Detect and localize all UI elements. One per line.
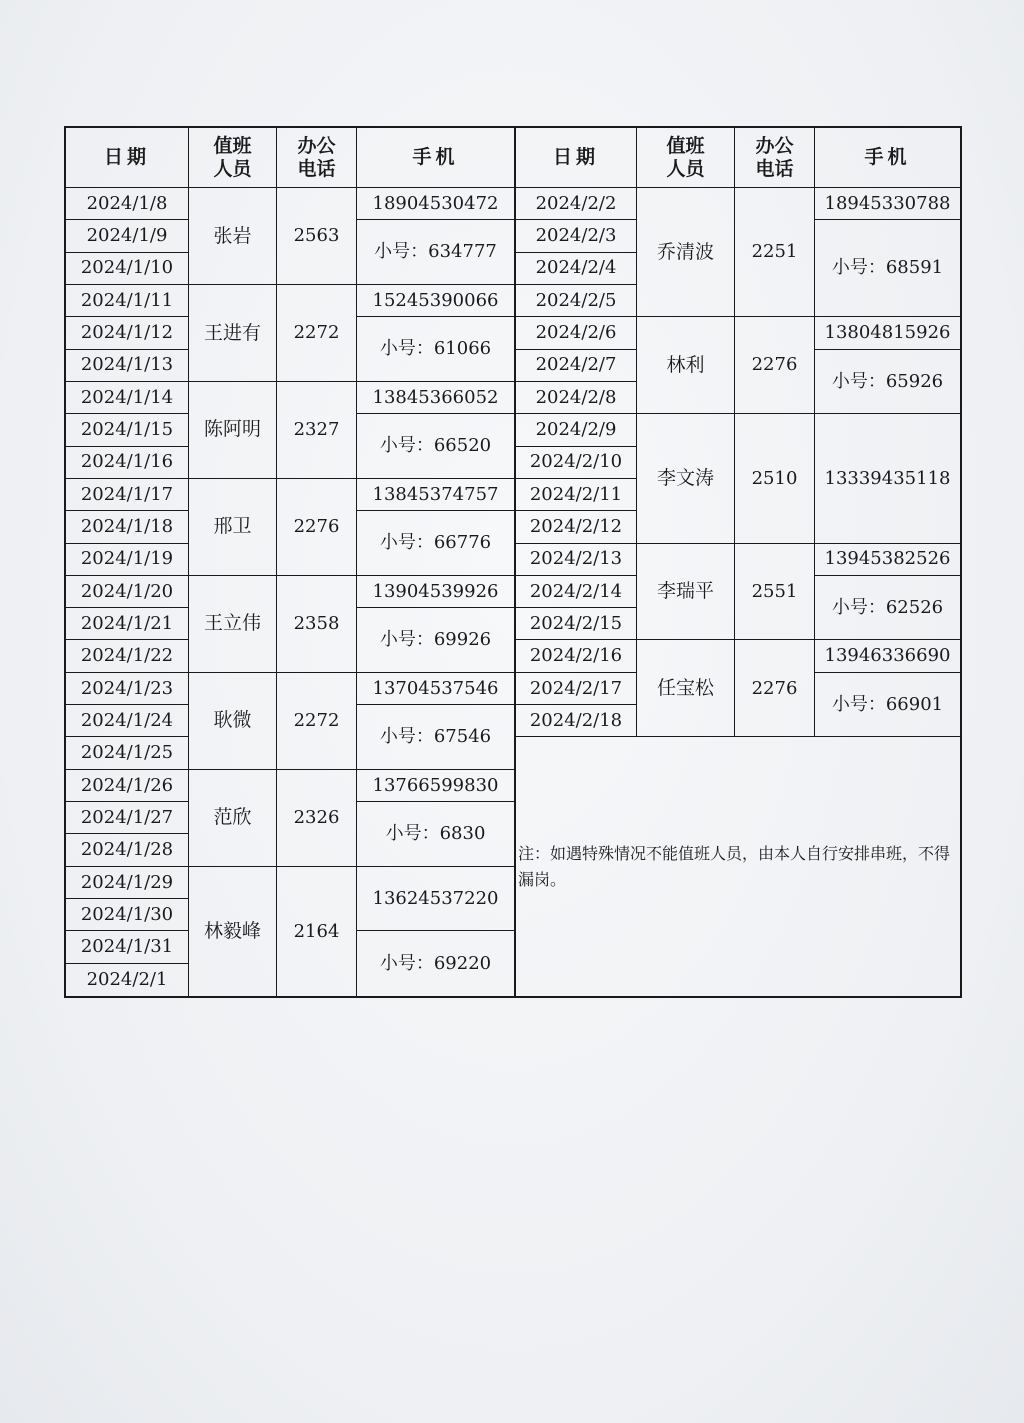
date-cell: 2024/1/17 [66,479,189,511]
date-cell: 2024/2/4 [516,253,637,285]
mobile-number: 18904530472 [357,188,514,220]
date-cell: 2024/2/9 [516,414,637,446]
staff-name: 乔清波 [637,188,735,317]
staff-name: 林利 [637,317,735,414]
staff-name: 王进有 [189,285,277,382]
office-phone: 2358 [277,576,357,673]
short-number: 小号：62526 [815,576,960,641]
date-cell: 2024/2/1 [66,964,189,996]
staff-name: 邢卫 [189,479,277,576]
office-phone: 2276 [735,317,815,414]
roster-left-half [64,126,516,998]
date-cell: 2024/1/31 [66,931,189,963]
date-cell: 2024/1/12 [66,317,189,349]
office-phone: 2164 [277,867,357,996]
office-phone: 2326 [277,770,357,867]
office-phone: 2276 [735,640,815,737]
date-cell: 2024/2/13 [516,544,637,576]
note-text: 注：如遇特殊情况不能值班人员，由本人自行安排串班，不得漏岗。 [518,844,951,889]
staff-name: 王立伟 [189,576,277,673]
header-office-phone-left: 办公 电话 [277,128,357,188]
mobile-number: 13946336690 [815,640,960,672]
date-cell: 2024/1/22 [66,640,189,672]
header-date-left: 日期 [66,128,189,188]
short-number: 小号：61066 [357,317,514,382]
mobile-number: 13704537546 [357,673,514,705]
date-cell: 2024/2/15 [516,608,637,640]
date-cell: 2024/1/16 [66,447,189,479]
date-cell: 2024/2/2 [516,188,637,220]
date-cell: 2024/2/5 [516,285,637,317]
mobile-number: 13904539926 [357,576,514,608]
date-cell: 2024/2/17 [516,673,637,705]
date-cell: 2024/2/7 [516,350,637,382]
short-number: 小号：6830 [357,802,514,867]
header-office-phone-right: 办公 电话 [735,128,815,188]
date-cell: 2024/2/10 [516,447,637,479]
staff-name: 林毅峰 [189,867,277,996]
staff-name: 李文涛 [637,414,735,543]
staff-name: 耿微 [189,673,277,770]
office-phone: 2251 [735,188,815,317]
staff-name: 张岩 [189,188,277,285]
header-staff-left: 值班 人员 [189,128,277,188]
mobile-number: 13845374757 [357,479,514,511]
date-cell: 2024/1/27 [66,802,189,834]
short-number: 小号：66776 [357,511,514,576]
short-number: 小号：68591 [815,220,960,317]
date-cell: 2024/1/19 [66,544,189,576]
staff-name: 李瑞平 [637,544,735,641]
date-cell: 2024/2/18 [516,705,637,737]
date-cell: 2024/1/20 [66,576,189,608]
office-phone: 2327 [277,382,357,479]
date-cell: 2024/1/13 [66,350,189,382]
mobile-number: 13624537220 [357,867,514,932]
office-phone: 2510 [735,414,815,543]
date-cell: 2024/2/16 [516,640,637,672]
date-cell: 2024/1/15 [66,414,189,446]
staff-name: 范欣 [189,770,277,867]
date-cell: 2024/1/23 [66,673,189,705]
staff-name: 陈阿明 [189,382,277,479]
date-cell: 2024/1/14 [66,382,189,414]
mobile-number: 15245390066 [357,285,514,317]
duty-roster-table [64,126,962,998]
short-number: 小号：66901 [815,673,960,738]
date-cell: 2024/2/6 [516,317,637,349]
header-mobile-left: 手机 [357,128,514,188]
staff-name: 任宝松 [637,640,735,737]
header-mobile-right: 手机 [815,128,960,188]
date-cell: 2024/1/24 [66,705,189,737]
short-number: 小号：634777 [357,220,514,285]
office-phone: 2272 [277,285,357,382]
roster-right-half [514,126,962,998]
mobile-number: 13339435118 [815,414,960,543]
short-number: 小号：65926 [815,350,960,415]
date-cell: 2024/2/8 [516,382,637,414]
mobile-number: 18945330788 [815,188,960,220]
office-phone: 2563 [277,188,357,285]
date-cell: 2024/1/30 [66,899,189,931]
short-number: 小号：66520 [357,414,514,479]
date-cell: 2024/1/18 [66,511,189,543]
date-cell: 2024/1/21 [66,608,189,640]
short-number: 小号：67546 [357,705,514,770]
short-number: 小号：69926 [357,608,514,673]
date-cell: 2024/1/25 [66,737,189,769]
mobile-number: 13845366052 [357,382,514,414]
office-phone: 2276 [277,479,357,576]
date-cell: 2024/1/28 [66,834,189,866]
office-phone: 2272 [277,673,357,770]
date-cell: 2024/1/10 [66,253,189,285]
date-cell: 2024/1/29 [66,867,189,899]
mobile-number: 13804815926 [815,317,960,349]
header-date-right: 日期 [516,128,637,188]
office-phone: 2551 [735,544,815,641]
header-staff-right: 值班 人员 [637,128,735,188]
date-cell: 2024/2/11 [516,479,637,511]
mobile-number: 13945382526 [815,544,960,576]
date-cell: 2024/2/14 [516,576,637,608]
date-cell: 2024/1/9 [66,220,189,252]
date-cell: 2024/2/12 [516,511,637,543]
date-cell: 2024/1/11 [66,285,189,317]
short-number: 小号：69220 [379,952,492,974]
mobile-number: 13766599830 [357,770,514,802]
date-cell: 2024/1/8 [66,188,189,220]
date-cell: 2024/1/26 [66,770,189,802]
date-cell: 2024/2/3 [516,220,637,252]
